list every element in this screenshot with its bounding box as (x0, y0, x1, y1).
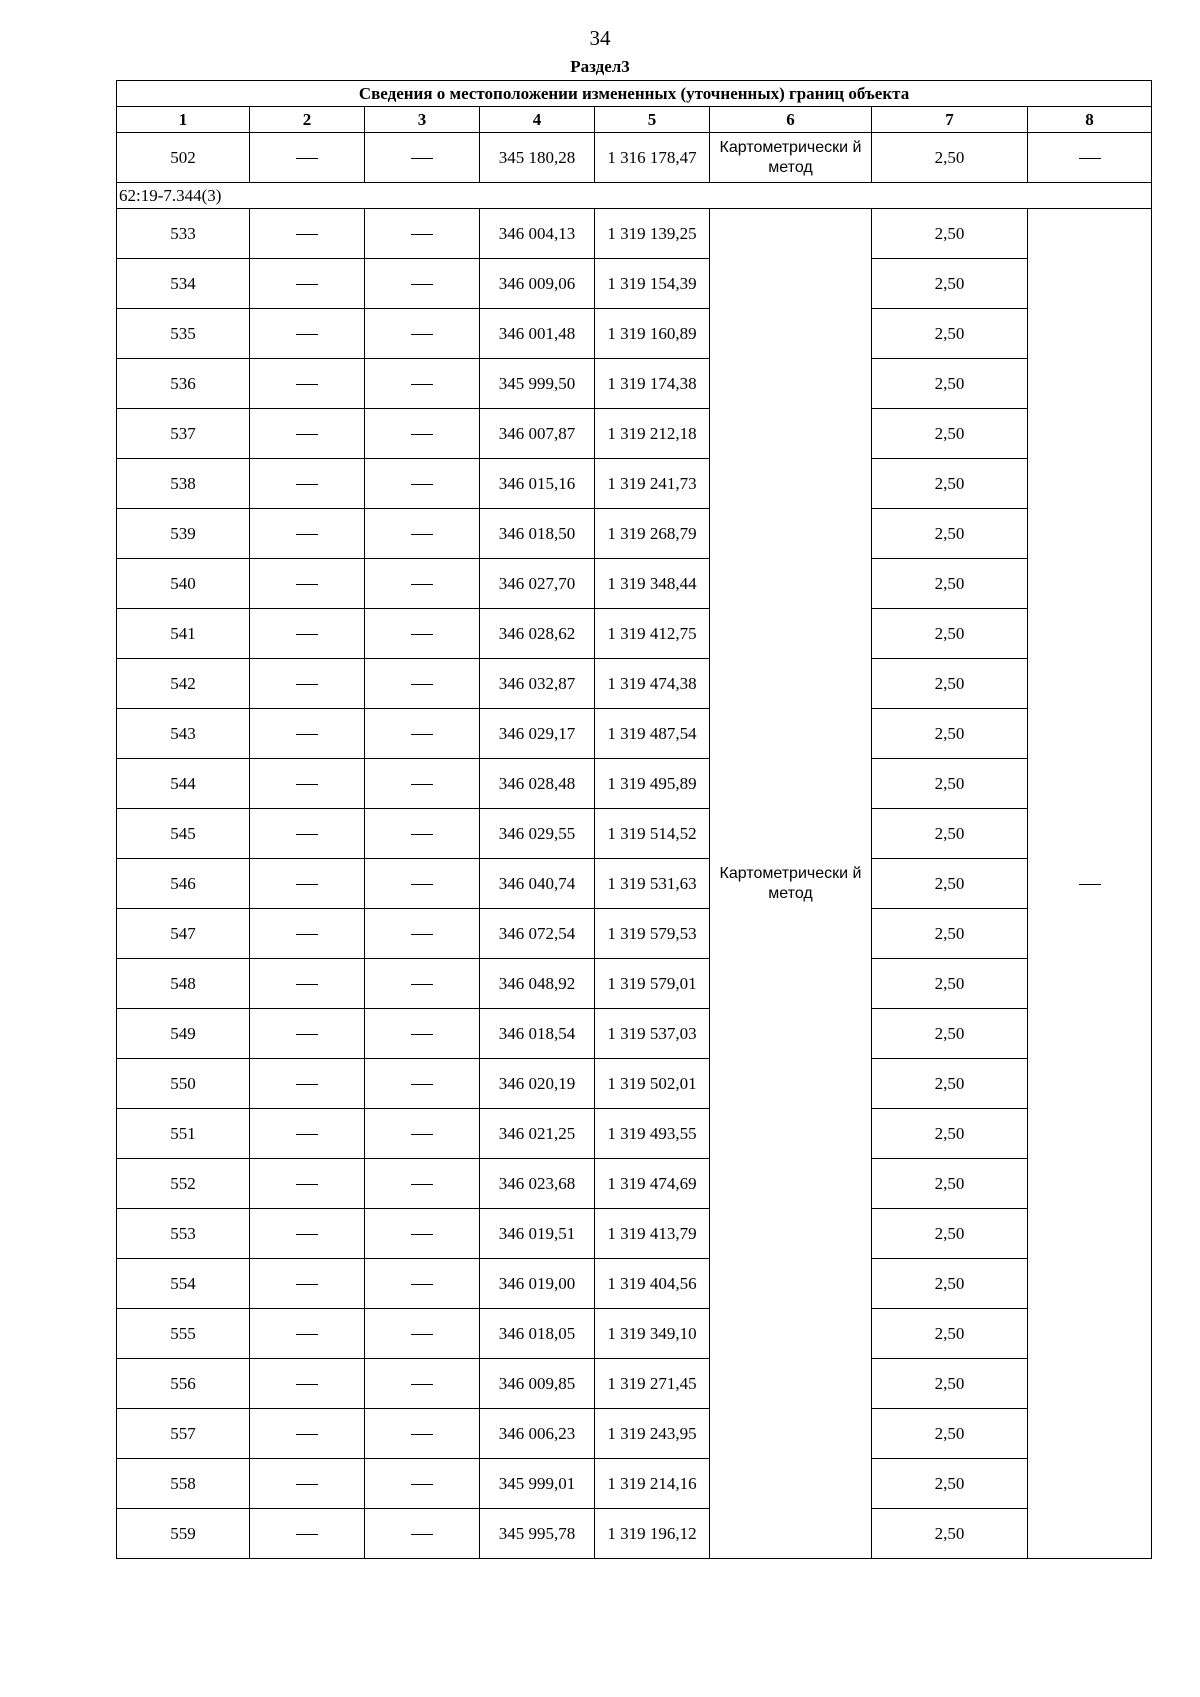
empty-cell (250, 133, 365, 183)
empty-cell (250, 1259, 365, 1309)
point-number: 544 (117, 759, 250, 809)
empty-cell (250, 1059, 365, 1109)
dash-mark (411, 158, 433, 159)
table-row (117, 559, 1152, 609)
table-row (117, 309, 1152, 359)
coordinate-y: 1 319 404,56 (595, 1259, 710, 1309)
coordinate-x: 346 028,48 (480, 759, 595, 809)
dash-mark (296, 434, 318, 435)
table-row (117, 659, 1152, 709)
empty-cell (365, 459, 480, 509)
point-number: 548 (117, 959, 250, 1009)
table-row (117, 759, 1152, 809)
coordinate-y: 1 319 243,95 (595, 1409, 710, 1459)
empty-cell (250, 1509, 365, 1559)
empty-cell (365, 209, 480, 259)
dash-mark (411, 284, 433, 285)
coordinate-x: 346 028,62 (480, 609, 595, 659)
dash-mark (1079, 884, 1101, 885)
empty-cell (365, 509, 480, 559)
empty-cell (250, 1159, 365, 1209)
dash-mark (411, 884, 433, 885)
empty-cell (365, 559, 480, 609)
dash-mark (411, 634, 433, 635)
point-number: 550 (117, 1059, 250, 1109)
empty-cell (365, 1409, 480, 1459)
empty-cell (250, 759, 365, 809)
coordinate-x: 346 072,54 (480, 909, 595, 959)
accuracy-cell: 2,50 (872, 209, 1028, 259)
coordinate-y: 1 319 214,16 (595, 1459, 710, 1509)
dash-mark (296, 734, 318, 735)
table-row (117, 1509, 1152, 1559)
accuracy-cell: 2,50 (872, 1209, 1028, 1259)
empty-cell (250, 409, 365, 459)
coordinate-x: 346 004,13 (480, 209, 595, 259)
column-number: 1 (117, 107, 250, 133)
coordinate-x: 346 032,87 (480, 659, 595, 709)
empty-cell (365, 959, 480, 1009)
point-number: 551 (117, 1109, 250, 1159)
coordinate-y: 1 319 495,89 (595, 759, 710, 809)
empty-cell (250, 709, 365, 759)
dash-mark (411, 1334, 433, 1335)
coordinate-x: 346 009,06 (480, 259, 595, 309)
coordinate-x: 346 018,54 (480, 1009, 595, 1059)
dash-mark (411, 584, 433, 585)
point-number: 557 (117, 1409, 250, 1459)
table-row (117, 1009, 1152, 1059)
empty-cell (365, 809, 480, 859)
empty-cell (250, 959, 365, 1009)
coordinate-x: 345 999,01 (480, 1459, 595, 1509)
accuracy-cell: 2,50 (872, 559, 1028, 609)
table-row (117, 359, 1152, 409)
table-row (117, 1209, 1152, 1259)
point-number: 543 (117, 709, 250, 759)
table-row (117, 509, 1152, 559)
empty-cell (365, 1509, 480, 1559)
table-row (117, 1309, 1152, 1359)
coordinate-x: 346 048,92 (480, 959, 595, 1009)
accuracy-cell: 2,50 (872, 1059, 1028, 1109)
coordinate-x: 346 027,70 (480, 559, 595, 609)
coordinate-x: 346 021,25 (480, 1109, 595, 1159)
dash-mark (296, 334, 318, 335)
coordinate-y: 1 319 348,44 (595, 559, 710, 609)
dash-mark (296, 234, 318, 235)
coordinate-x: 346 040,74 (480, 859, 595, 909)
coordinate-x: 346 019,00 (480, 1259, 595, 1309)
dash-mark (411, 1434, 433, 1435)
coordinate-y: 1 319 139,25 (595, 209, 710, 259)
dash-mark (411, 1084, 433, 1085)
dash-mark (411, 784, 433, 785)
empty-cell (250, 1109, 365, 1159)
accuracy-cell: 2,50 (872, 1109, 1028, 1159)
coordinate-x: 346 019,51 (480, 1209, 595, 1259)
empty-cell (250, 559, 365, 609)
empty-cell (365, 259, 480, 309)
accuracy-cell: 2,50 (872, 133, 1028, 183)
dash-mark (296, 484, 318, 485)
dash-mark (411, 1534, 433, 1535)
dash-mark (296, 634, 318, 635)
accuracy-cell: 2,50 (872, 909, 1028, 959)
empty-cell (250, 859, 365, 909)
dash-mark (296, 1334, 318, 1335)
accuracy-cell: 2,50 (872, 809, 1028, 859)
dash-mark (296, 384, 318, 385)
accuracy-cell: 2,50 (872, 1409, 1028, 1459)
table-row (117, 133, 1152, 183)
accuracy-cell: 2,50 (872, 1359, 1028, 1409)
empty-cell (365, 1259, 480, 1309)
empty-cell (365, 659, 480, 709)
dash-mark (296, 934, 318, 935)
table-row (117, 1109, 1152, 1159)
column-number: 8 (1028, 107, 1152, 133)
dash-mark (411, 984, 433, 985)
table-row (117, 909, 1152, 959)
method-cell: Картометрически й метод (710, 209, 872, 1559)
coordinate-x: 346 001,48 (480, 309, 595, 359)
coordinate-x: 346 018,50 (480, 509, 595, 559)
accuracy-cell: 2,50 (872, 1259, 1028, 1309)
accuracy-cell: 2,50 (872, 309, 1028, 359)
accuracy-cell: 2,50 (872, 859, 1028, 909)
point-number: 555 (117, 1309, 250, 1359)
column-number: 7 (872, 107, 1028, 133)
dash-mark (411, 1034, 433, 1035)
coordinate-y: 1 319 579,53 (595, 909, 710, 959)
empty-cell (365, 1009, 480, 1059)
point-number: 559 (117, 1509, 250, 1559)
point-number: 533 (117, 209, 250, 259)
coordinate-x: 346 018,05 (480, 1309, 595, 1359)
empty-cell (1028, 133, 1152, 183)
section-title: Раздел3 (570, 57, 630, 76)
empty-cell (250, 809, 365, 859)
dash-mark (411, 534, 433, 535)
dash-mark (296, 1134, 318, 1135)
table-row (117, 259, 1152, 309)
accuracy-cell: 2,50 (872, 1459, 1028, 1509)
empty-cell (250, 659, 365, 709)
table-row (117, 409, 1152, 459)
empty-cell (365, 133, 480, 183)
dash-mark (411, 1484, 433, 1485)
empty-cell (365, 709, 480, 759)
coordinate-y: 1 319 487,54 (595, 709, 710, 759)
empty-cell (365, 409, 480, 459)
empty-cell (250, 209, 365, 259)
coordinate-y: 1 319 154,39 (595, 259, 710, 309)
empty-cell (250, 1359, 365, 1409)
empty-cell (250, 509, 365, 559)
parcel-label: 62:19-7.344(3) (117, 183, 1152, 209)
dash-mark (296, 1534, 318, 1535)
point-number: 552 (117, 1159, 250, 1209)
parcel-row (117, 183, 1152, 209)
point-number: 549 (117, 1009, 250, 1059)
table-row (117, 959, 1152, 1009)
empty-cell (365, 759, 480, 809)
empty-cell (365, 859, 480, 909)
dash-mark (296, 1284, 318, 1285)
empty-cell (250, 1209, 365, 1259)
point-number: 534 (117, 259, 250, 309)
coordinate-y: 1 319 579,01 (595, 959, 710, 1009)
coordinate-x: 346 020,19 (480, 1059, 595, 1109)
accuracy-cell: 2,50 (872, 1509, 1028, 1559)
point-number: 538 (117, 459, 250, 509)
dash-mark (411, 934, 433, 935)
accuracy-cell: 2,50 (872, 359, 1028, 409)
empty-cell (365, 1459, 480, 1509)
dash-mark (411, 484, 433, 485)
dash-mark (296, 1084, 318, 1085)
point-number: 553 (117, 1209, 250, 1259)
table-row (117, 209, 1152, 259)
coordinate-y: 1 319 474,69 (595, 1159, 710, 1209)
dash-mark (296, 1234, 318, 1235)
column-number-row (117, 107, 1152, 133)
coordinate-y: 1 319 241,73 (595, 459, 710, 509)
table-row (117, 859, 1152, 909)
table-row (117, 709, 1152, 759)
empty-cell (250, 1409, 365, 1459)
boundary-table (116, 80, 1152, 1559)
coordinate-y: 1 319 514,52 (595, 809, 710, 859)
coordinate-x: 345 995,78 (480, 1509, 595, 1559)
dash-mark (411, 1384, 433, 1385)
empty-cell (250, 259, 365, 309)
coordinate-y: 1 319 412,75 (595, 609, 710, 659)
coordinate-y: 1 319 174,38 (595, 359, 710, 409)
dash-mark (296, 1384, 318, 1385)
point-number: 536 (117, 359, 250, 409)
empty-cell (250, 1009, 365, 1059)
point-number: 546 (117, 859, 250, 909)
coordinate-y: 1 319 349,10 (595, 1309, 710, 1359)
coordinate-x: 345 180,28 (480, 133, 595, 183)
column-number: 2 (250, 107, 365, 133)
accuracy-cell: 2,50 (872, 1009, 1028, 1059)
coordinate-y: 1 319 212,18 (595, 409, 710, 459)
dash-mark (296, 1184, 318, 1185)
coordinate-y: 1 319 537,03 (595, 1009, 710, 1059)
empty-cell (250, 309, 365, 359)
coordinate-x: 346 023,68 (480, 1159, 595, 1209)
dash-mark (411, 1134, 433, 1135)
dash-mark (411, 384, 433, 385)
empty-cell (250, 1459, 365, 1509)
accuracy-cell: 2,50 (872, 509, 1028, 559)
empty-cell (365, 1159, 480, 1209)
table-row (117, 1259, 1152, 1309)
dash-mark (296, 834, 318, 835)
column-number: 3 (365, 107, 480, 133)
dash-mark (411, 834, 433, 835)
table-row (117, 809, 1152, 859)
accuracy-cell: 2,50 (872, 409, 1028, 459)
dash-mark (411, 334, 433, 335)
dash-mark (296, 784, 318, 785)
column-number: 5 (595, 107, 710, 133)
table-row (117, 1159, 1152, 1209)
dash-mark (411, 434, 433, 435)
dash-mark (296, 284, 318, 285)
empty-cell (365, 359, 480, 409)
empty-cell (365, 1109, 480, 1159)
accuracy-cell: 2,50 (872, 1309, 1028, 1359)
coordinate-y: 1 319 271,45 (595, 1359, 710, 1409)
dash-mark (411, 234, 433, 235)
table-caption: Сведения о местоположении измененных (уточненных) границ объекта (117, 81, 1152, 107)
empty-cell (365, 609, 480, 659)
empty-cell (365, 309, 480, 359)
empty-cell (365, 1059, 480, 1109)
point-number: 537 (117, 409, 250, 459)
empty-cell (250, 1309, 365, 1359)
coordinate-y: 1 319 268,79 (595, 509, 710, 559)
page-number: 34 (589, 26, 611, 50)
table-row (117, 609, 1152, 659)
coordinate-y: 1 319 502,01 (595, 1059, 710, 1109)
table-row (117, 459, 1152, 509)
accuracy-cell: 2,50 (872, 1159, 1028, 1209)
point-number: 539 (117, 509, 250, 559)
empty-cell (250, 909, 365, 959)
accuracy-cell: 2,50 (872, 959, 1028, 1009)
empty-cell (365, 1209, 480, 1259)
dash-mark (296, 534, 318, 535)
dash-mark (296, 684, 318, 685)
dash-mark (411, 1184, 433, 1185)
coordinate-y: 1 319 474,38 (595, 659, 710, 709)
coordinate-x: 346 006,23 (480, 1409, 595, 1459)
dash-mark (411, 684, 433, 685)
column-number: 6 (710, 107, 872, 133)
empty-cell (250, 609, 365, 659)
point-number: 535 (117, 309, 250, 359)
dash-mark (296, 984, 318, 985)
dash-mark (296, 584, 318, 585)
coordinate-x: 346 029,55 (480, 809, 595, 859)
coordinate-y: 1 319 413,79 (595, 1209, 710, 1259)
coordinate-y: 1 319 531,63 (595, 859, 710, 909)
dash-mark (296, 884, 318, 885)
dash-mark (411, 1234, 433, 1235)
accuracy-cell: 2,50 (872, 459, 1028, 509)
point-number: 554 (117, 1259, 250, 1309)
coordinate-x: 346 015,16 (480, 459, 595, 509)
point-number: 558 (117, 1459, 250, 1509)
dash-mark (296, 1034, 318, 1035)
accuracy-cell: 2,50 (872, 609, 1028, 659)
method-cell: Картометрически й метод (710, 133, 872, 183)
point-number: 540 (117, 559, 250, 609)
empty-cell (250, 359, 365, 409)
coordinate-y: 1 319 196,12 (595, 1509, 710, 1559)
coordinate-x: 346 029,17 (480, 709, 595, 759)
dash-mark (411, 734, 433, 735)
table-row (117, 1409, 1152, 1459)
point-number: 556 (117, 1359, 250, 1409)
point-number: 542 (117, 659, 250, 709)
coordinate-y: 1 319 160,89 (595, 309, 710, 359)
table-row (117, 1459, 1152, 1509)
coordinate-x: 346 007,87 (480, 409, 595, 459)
point-number: 541 (117, 609, 250, 659)
accuracy-cell: 2,50 (872, 659, 1028, 709)
dash-mark (411, 1284, 433, 1285)
coordinate-x: 345 999,50 (480, 359, 595, 409)
dash-mark (296, 1484, 318, 1485)
empty-cell (365, 1309, 480, 1359)
point-number: 502 (117, 133, 250, 183)
column-number: 4 (480, 107, 595, 133)
point-number: 545 (117, 809, 250, 859)
dash-mark (1079, 158, 1101, 159)
dash-mark (296, 158, 318, 159)
accuracy-cell: 2,50 (872, 759, 1028, 809)
empty-cell (1028, 209, 1152, 1559)
table-row (117, 1059, 1152, 1109)
dash-mark (296, 1434, 318, 1435)
point-number: 547 (117, 909, 250, 959)
coordinate-y: 1 319 493,55 (595, 1109, 710, 1159)
accuracy-cell: 2,50 (872, 259, 1028, 309)
coordinate-x: 346 009,85 (480, 1359, 595, 1409)
empty-cell (365, 909, 480, 959)
empty-cell (250, 459, 365, 509)
empty-cell (365, 1359, 480, 1409)
accuracy-cell: 2,50 (872, 709, 1028, 759)
table-row (117, 1359, 1152, 1409)
coordinate-y: 1 316 178,47 (595, 133, 710, 183)
